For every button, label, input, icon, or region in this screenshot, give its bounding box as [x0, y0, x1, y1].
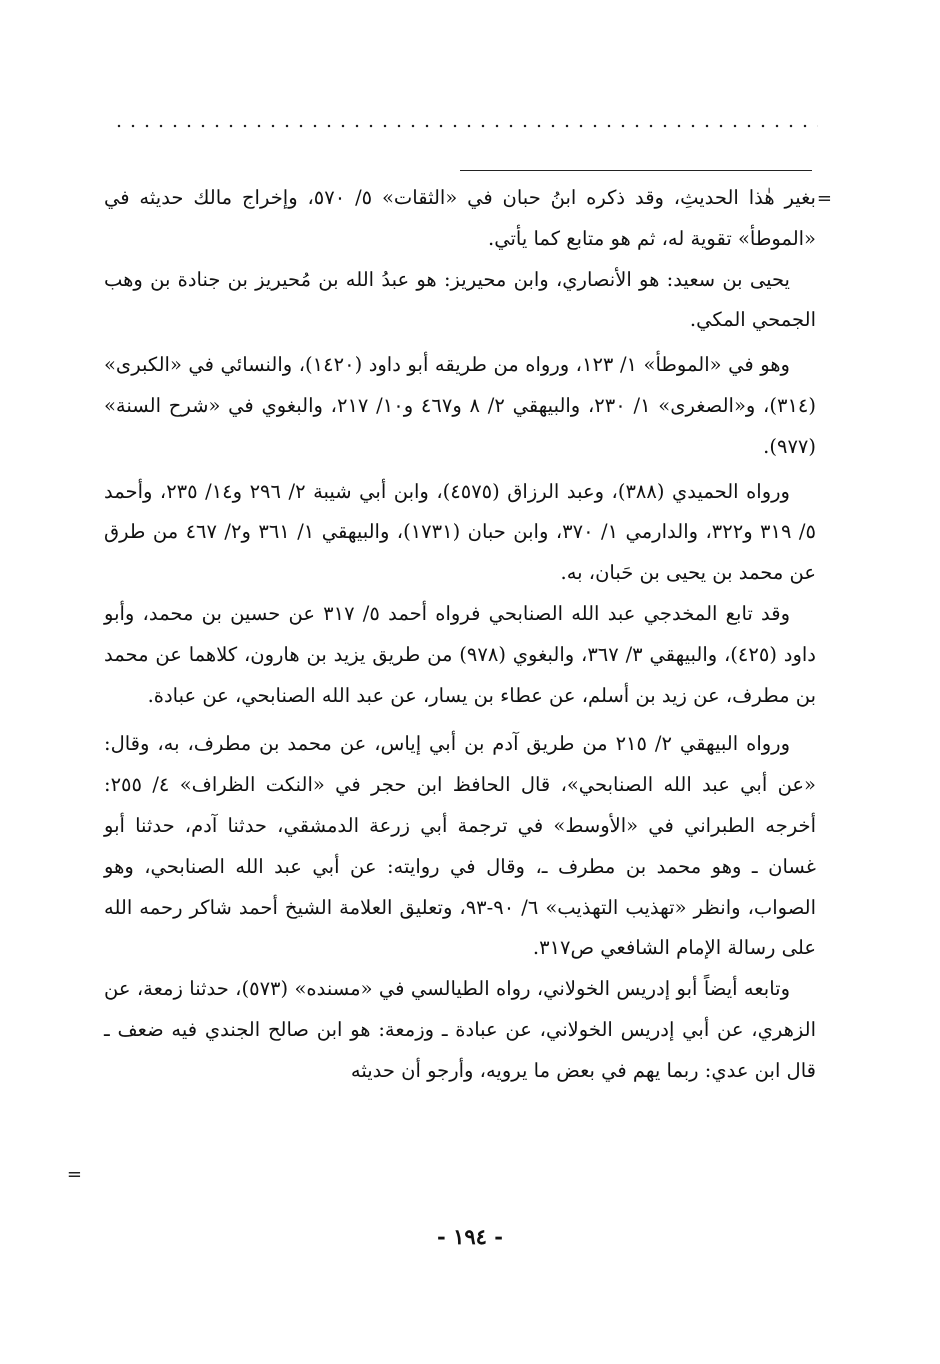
footnote-paragraph: وتابعه أيضاً أبو إدريس الخولاني، رواه الطيالسي في «مسنده» (٥٧٣)، حدثنا زمعة، عن الزهري، عن أبي إدريس الخولاني، عن عبادة ـ وزمعة: هو ابن صالح الجندي فيه ضعف ـ قال ابن عدي: ربما يهم في بعض ما يرويه، وأرجو أن حديثه — [104, 977, 816, 1082]
page-number: - ١٩٤ - — [437, 1224, 503, 1249]
footnote-paragraph: ورواه الحميدي (٣٨٨)، وعبد الرزاق (٤٥٧٥)، وابن أبي شيبة ٢/ ٢٩٦ و١٤/ ٢٣٥، وأحمد ٥/ ٣١٩ و٣٢٢، والدارمي ١/ ٣٧٠، وابن حبان (١٧٣١)، والبيهقي ١/ ٣٦١ و٢/ ٤٦٧ من طرق عن محمد بن يحيى بن حَبان، به. — [104, 479, 816, 585]
footnotes-block — [104, 178, 816, 1092]
footnote-paragraph: وهو في «الموطأ» ١/ ١٢٣، ورواه من طريقه أبو داود (١٤٢٠)، والنسائي في «الكبرى» (٣١٤)، و«الصغرى» ١/ ٢٣٠، والبيهقي ٢/ ٨ و٤٦٧ و١٠/ ٢١٧، والبغوي في «شرح السنة» (٩٧٧). — [104, 353, 816, 458]
footnote-rule — [460, 170, 812, 171]
footnote-paragraph: يحيى بن سعيد: هو الأنصاري، وابن محيريز: هو عبدُ الله بن مُحيريز بن جنادة بن وهب الجمحي المكي. — [104, 267, 816, 332]
footnote-paragraph: ورواه البيهقي ٢/ ٢١٥ من طريق آدم بن أبي إياس، عن محمد بن مطرف، به، وقال: «عن أبي عبد الله الصنابحي»، قال الحافظ ابن حجر في «النكت الظراف» ٤/ ٢٥٥: أخرجه الطبراني في «الأوسط» في ترجمة أبي زرعة الدمشقي، حدثنا آدم، حدثنا أبو غسان ـ وهو محمد بن مطرف ـ، وقال في روايته: عن أبي عبد الله الصنابحي، وهو الصواب، وانظر «تهذيب التهذيب» ٦/ ٩٠-٩٣، وتعليق العلامة الشيخ أحمد شاكر رحمه الله على رسالة الإمام الشافعي ص٣١٧. — [104, 732, 816, 960]
continuation-marker-bottom: = — [66, 1164, 82, 1185]
footnote-paragraph: بغير هٰذا الحديثِ، وقد ذكره ابنُ حبان في «الثقات» ٥/ ٥٧٠، وإخراج مالك حديثه في «الموطأ» تقوية له، ثم هو متابع كما يأتي. — [104, 186, 816, 250]
footnote-paragraph: وقد تابع المخدجي عبد الله الصنابحي فرواه أحمد ٥/ ٣١٧ عن حسين بن محمد، وأبو داود (٤٢٥)، والبيهقي ٣/ ٣٦٧، والبغوي (٩٧٨) من طريق يزيد بن هارون، كلاهما عن محمد بن مطرف، عن زيد بن أسلم، عن عطاء بن يسار، عن عبد الله الصنابحي، عن عبادة. — [104, 601, 816, 707]
continuation-marker-top: = — [816, 188, 832, 209]
dotted-separator — [112, 124, 818, 128]
